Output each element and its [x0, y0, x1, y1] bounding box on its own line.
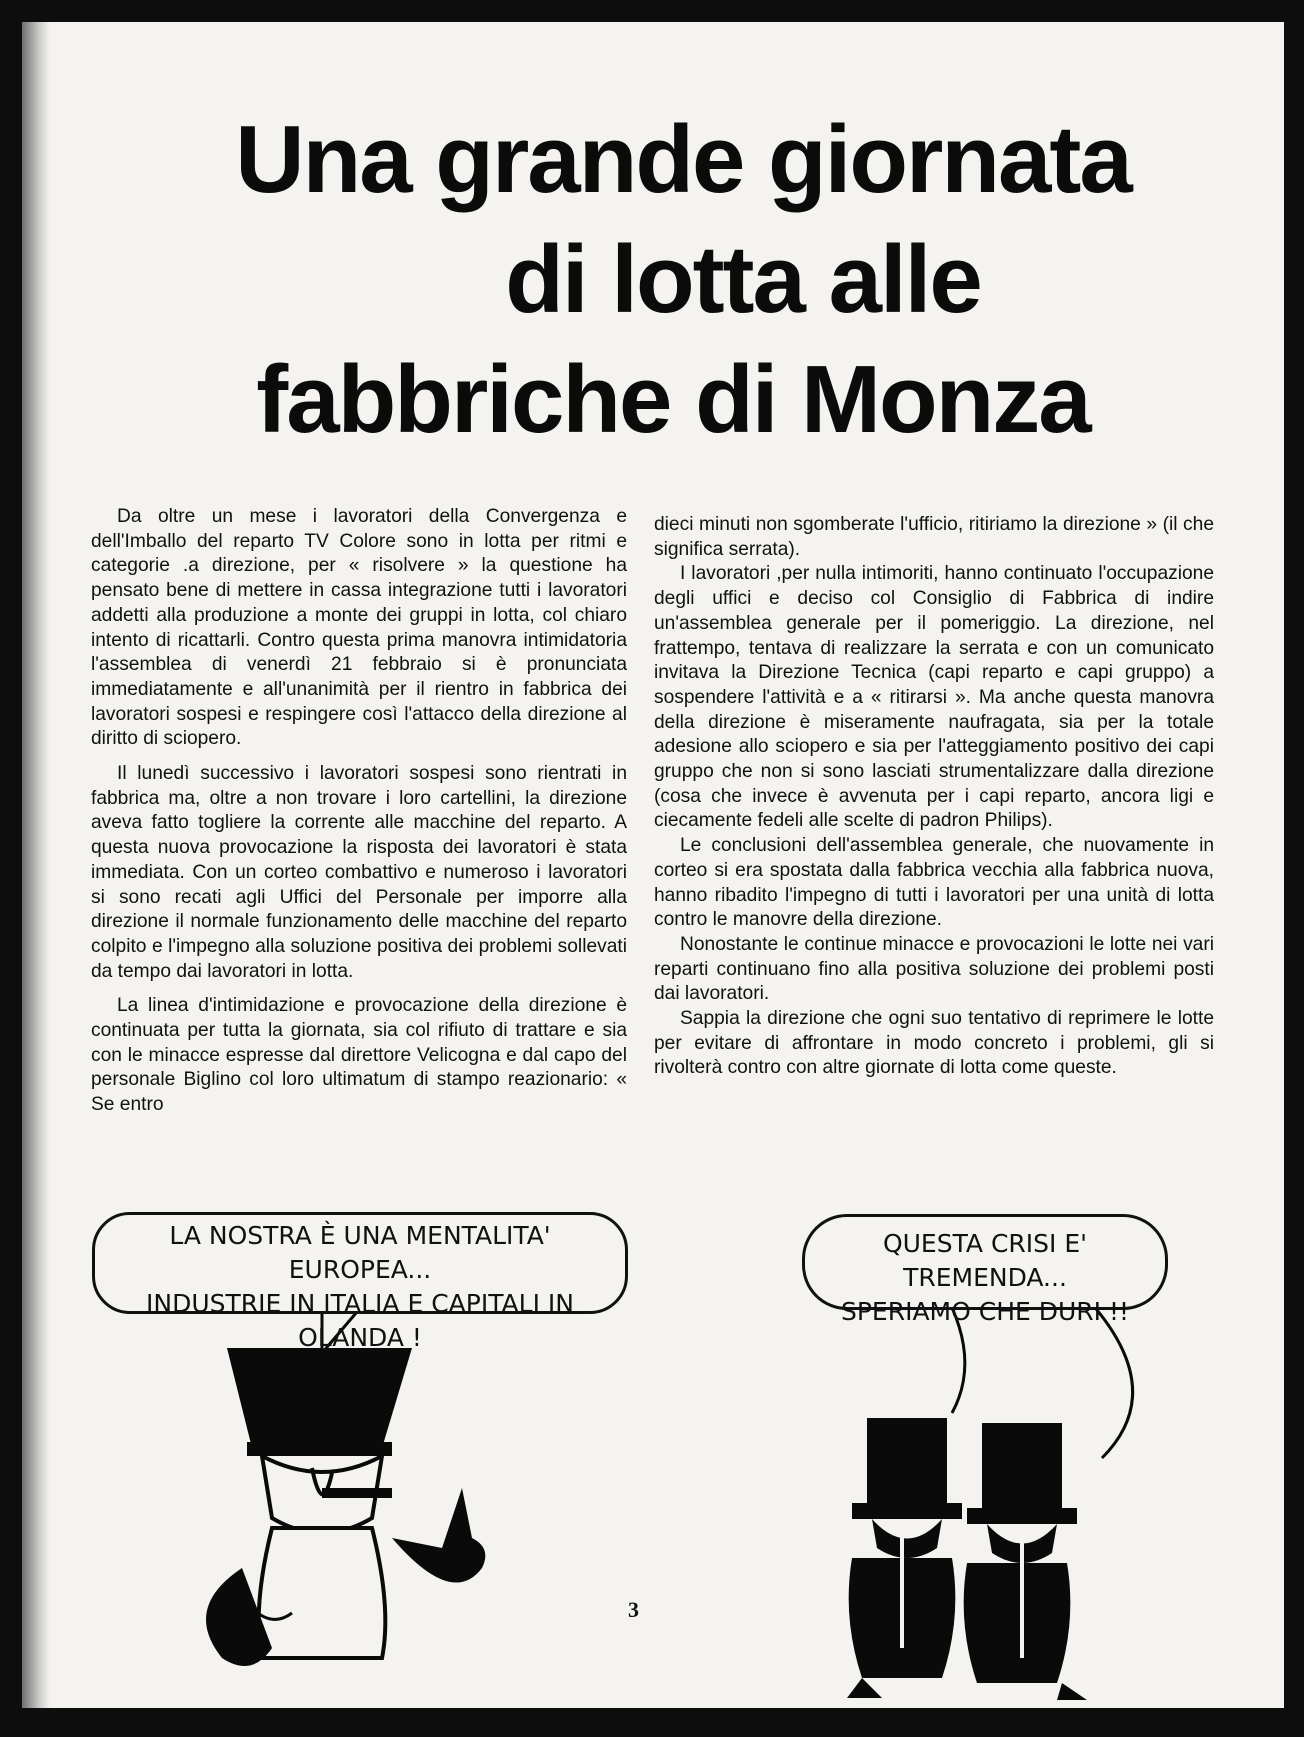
cartoon-figure-left: [206, 1348, 485, 1666]
cartoon-figure-right-2: [964, 1423, 1087, 1700]
speech-bubble-left: [92, 1212, 628, 1352]
headline-line-3: fabbriche di Monza: [256, 346, 1090, 453]
paragraph: I lavoratori ,per nulla intimoriti, hanno continuato l'occupazione degli uffici e deciso col Consiglio di Fabbrica di indire un'assemblea generale per il pomeriggio. La direzione, nel frattempo, tentava di realizzare la serrata e con un comunicato invitava la Direzione Tecnica (capi reparto e capi gruppo) a sospendere l'attività e a « ritirarsi ». Ma anche questa manovra della direzione è miseramente naufragata, sia per la totale adesione allo sciopero e sia per l'atteggiamento positivo dei capi gruppo che non si sono lasciati strumentalizzare dalla direzione (cosa che invece è avvenuta per i capi reparto, ancora ligi e ciecamente fedeli alle scelte di padron Philips).: [654, 563, 1214, 832]
headline-line-1: Una grande giornata: [235, 106, 1131, 213]
speech-bubble-text: QUESTA CRISI E' TREMENDA...: [882, 1229, 1088, 1292]
page-number: 3: [628, 1597, 639, 1622]
paragraph: Sappia la direzione che ogni suo tentativo di reprimere le lotte per evitare di affrontare in modo concreto i problemi, gli si rivolterà contro con altre giornate di lotta come queste.: [654, 1008, 1214, 1079]
cartoon-figure-right-1: [847, 1418, 962, 1698]
headline-line-2: di lotta alle: [505, 226, 981, 333]
speech-bubble-text: LA NOSTRA È UNA MENTALITA' EUROPEA...: [169, 1221, 551, 1284]
speech-bubble-text: INDUSTRIE IN ITALIA E CAPITALI IN OLANDA !: [146, 1289, 574, 1352]
paragraph: Le conclusioni dell'assemblea generale, che nuovamente in corteo si era spostata dalla fabbrica vecchia alla fabbrica nuova, hanno ribadito l'impegno di tutti i lavoratori per una unità di lotta contro le manovre della direzione.: [654, 835, 1214, 931]
article-column-left: [91, 505, 627, 1128]
magazine-page: [22, 22, 1284, 1708]
speech-bubble-right: [802, 1214, 1168, 1326]
paragraph: Il lunedì successivo i lavoratori sospesi sono rientrati in fabbrica ma, oltre a non trovare i loro cartellini, la direzione aveva fatto togliere la corrente alle macchine del reparto. A questa nuova provocazione la risposta dei lavoratori è stata immediata. Con un corteo combattivo e numeroso i lavoratori si sono recati agli Uffici del Personale per imporre alla direzione il normale funzionamento delle macchine del reparto colpito e l'impegno alla soluzione positiva dei problemi sollevati da tempo dai lavoratori in lotta.: [91, 763, 627, 982]
paragraph: La linea d'intimidazione e provocazione della direzione è continuata per tutta la giornata, sia col rifiuto di trattare e sia con le minacce espresse dal direttore Velicogna e dal capo del personale Biglino col loro ultimatum di stampo reazionario: « Se entro: [91, 995, 627, 1116]
article-column-right: [654, 513, 1214, 1081]
paragraph: Da oltre un mese i lavoratori della Convergenza e dell'Imballo del reparto TV Colore sono in lotta per ritmi e categorie .a direzione, per « risolvere » la questione ha pensato bene di mettere in cassa integrazione tutti i lavoratori addetti alla produzione a monte dei gruppi in lotta, col chiaro intento di ricattarli. Contro questa prima manovra intimidatoria l'assemblea di venerdì 21 febbraio si è pronunciata immediatamente e all'unanimità per il rientro in fabbrica dei lavoratori sospesi e respingere così l'attacco della direzione al diritto di sciopero.: [91, 506, 627, 750]
paragraph: dieci minuti non sgomberate l'ufficio, ritiriamo la direzione » (il che significa serrata).: [654, 514, 1214, 560]
paragraph: Nonostante le continue minacce e provocazioni le lotte nei vari reparti continuano fino alla positiva soluzione dei problemi posti dai lavoratori.: [654, 933, 1214, 1005]
speech-bubble-text: SPERIAMO CHE DURI !!: [840, 1297, 1130, 1326]
